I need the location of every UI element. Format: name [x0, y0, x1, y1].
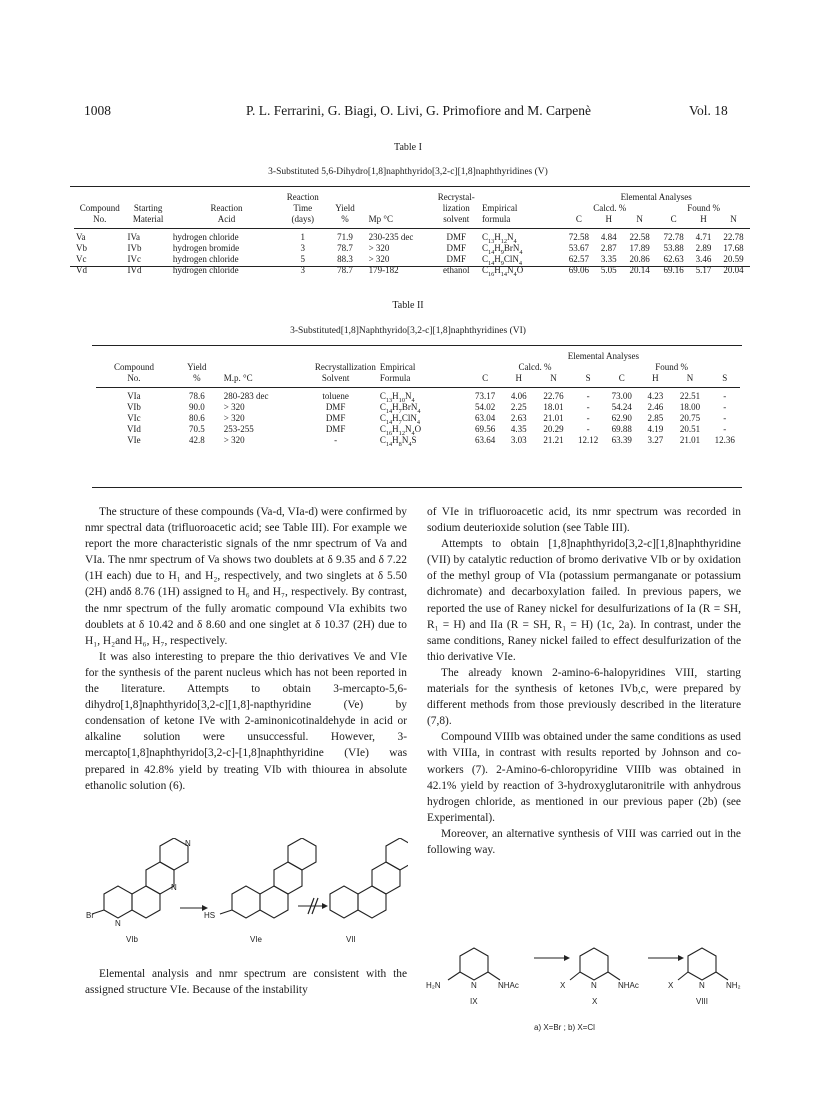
left-column-tail	[85, 966, 407, 998]
table2-caption: 3-Substituted[1,8]Naphthyrido[3,2-c][1,8]naphthyridines (VI)	[290, 326, 526, 336]
naphthyridine-structure-vii	[330, 838, 408, 918]
paragraph: The already known 2-amino-6-halopyridines VIII, starting materials for the synthesis of ketones IVb,c, were prepared by different methods from those previously described in the literature (7,8).	[427, 666, 741, 728]
table2-head-row2	[96, 362, 740, 373]
th-solvent: solvent	[443, 214, 470, 224]
th-c: C	[575, 214, 582, 224]
compound-label-ix: IX	[470, 997, 478, 1006]
br-label: Br	[86, 911, 94, 920]
arrow-head-icon	[322, 903, 328, 909]
th-h: H	[515, 373, 523, 383]
th-calcd: Calcd. %	[593, 203, 627, 213]
paragraph: Attempts to obtain [1,8]naphthyrido[3,2-c][1,8]naphthyridine (VII) by catalytic reduction of bromo derivative VIb or by oxidation of the methyl group of VIa (potassium permanganate or potassium dichromate) and decarboxylation failed. In previous papers, we reported the use of Raney nickel for desulfurizations of Ia (R = SH, R₁ = H) and IIa (R = SH, R₁ = H) (1c, 2a). In contrast, under the same conditions, Raney nickel failed to effect desulfurization of the thio derivative VIe.	[427, 538, 741, 663]
th-elemental: Elemental Analyses	[620, 192, 692, 202]
table2-bottom-rule	[92, 487, 742, 488]
th-compound: Compound	[113, 362, 154, 372]
nh2-label: NH₂	[726, 981, 741, 990]
formula-cell: $C_{13}H_{12}N_4$	[481, 232, 517, 245]
th-mp: M.p. °C	[223, 373, 253, 383]
th-pct: %	[193, 373, 201, 383]
arrow-head-icon	[678, 955, 684, 961]
hs-label: HS	[204, 911, 216, 920]
compound-label-vii: VII	[346, 935, 356, 944]
th-mp: Mp °C	[368, 214, 393, 224]
table-row: VId 70.5 253-255 DMF $C_{16}H_{12}N_4O$ 69.56 4.35 20.29 - 69.88 4.19 20.51 -	[126, 424, 727, 437]
table-row: Va IVa hydrogen chloride 1 71.9 230-235 dec DMF $C_{13}H_{12}N_4$ 72.58 4.84 22.58 72.78 4.71 22.78	[76, 232, 744, 245]
th-n: N	[686, 373, 694, 383]
table2	[96, 351, 740, 446]
th-h: H	[652, 373, 659, 383]
th-s: S	[585, 373, 591, 383]
table1-bottom-rule	[70, 266, 750, 267]
th-starting: Starting	[133, 203, 163, 213]
th-material: Material	[132, 214, 164, 224]
th-found: Found %	[655, 362, 689, 372]
page-number: 1008	[84, 103, 111, 118]
right-column	[427, 504, 741, 858]
table-row: Vb IVb hydrogen bromide 3 78.7 > 320 DMF $C_{14}H_9BrN_4$ 53.67 2.87 17.89 53.88 2.89 17.68	[76, 243, 744, 256]
th-acid: Acid	[217, 214, 236, 224]
th-reaction: Reaction	[286, 192, 319, 202]
formula-cell: $C_{14}H_7BrN_4$	[379, 402, 421, 415]
formula-cell: $C_{14}H_9ClN_4$	[481, 254, 523, 267]
formula-cell: $C_{16}H_{14}N_4O$	[481, 265, 524, 278]
th-n: N	[550, 373, 557, 383]
nhac-label: NHAc	[618, 981, 639, 990]
scheme-left	[86, 838, 408, 948]
th-elemental: Elemental Analyses	[567, 351, 639, 361]
left-column	[85, 504, 407, 794]
th-formula: formula	[481, 214, 511, 224]
th-pct: %	[341, 214, 349, 224]
n-label: N	[115, 919, 121, 928]
pyridine-structure-x	[570, 948, 620, 980]
th-recrystallization: Recrystallization	[314, 362, 376, 372]
table1-top-rule	[70, 186, 750, 187]
formula-cell: $C_{16}H_{12}N_4O$	[379, 424, 422, 437]
table-row: VIa 78.6 280-283 dec toluene $C_{13}H_{10}N_4$ 73.17 4.06 22.76 - 73.00 4.23 22.51 -	[127, 391, 727, 404]
table-row: VIe 42.8 > 320 - $C_{14}H_8N_4S$ 63.64 3.03 21.21 12.12 63.39 3.27 21.01 12.36	[127, 435, 735, 448]
paragraph: Elemental analysis and nmr spectrum are consistent with the assigned structure VIe. Because of the instability	[85, 968, 407, 997]
table-row: Vc IVc hydrogen chloride 5 88.3 > 320 DMF $C_{14}H_9ClN_4$ 62.57 3.35 20.86 62.63 3.46 20.59	[76, 254, 744, 267]
paragraph: of VIe in trifluoroacetic acid, its nmr spectrum was recorded in sodium deuterioxide solution (see Table III).	[427, 506, 741, 535]
th-time: Time	[293, 203, 313, 213]
table-row: Vd IVd hydrogen chloride 3 78.7 179-182 ethanol $C_{16}H_{14}N_4O$ 69.06 5.05 20.14 69.16 5.17 20.04	[76, 265, 744, 278]
th-s: S	[722, 373, 728, 383]
paragraph: Moreover, an alternative synthesis of VIII was carried out in the following way.	[427, 827, 741, 856]
n-label: N	[171, 883, 177, 892]
th-n: N	[730, 214, 737, 224]
th-c: C	[482, 373, 489, 383]
naphthyridine-structure-vib	[92, 838, 188, 918]
th-empirical: Empirical	[481, 203, 518, 213]
table-row: VIb 90.0 > 320 DMF $C_{14}H_7BrN_4$ 54.02 2.25 18.01 - 54.24 2.46 18.00 -	[126, 402, 727, 415]
th-days: (days)	[291, 214, 314, 224]
table-row: VIc 80.6 > 320 DMF $C_{14}H_7ClN_4$ 63.04 2.63 21.01 - 62.90 2.85 20.75 -	[127, 413, 727, 426]
formula-cell: $C_{14}H_9BrN_4$	[481, 243, 523, 256]
x-label: X	[668, 981, 674, 990]
running-authors: P. L. Ferrarini, G. Biagi, O. Livi, G. Primofiore and M. Carpenè	[246, 103, 591, 118]
th-yield: Yield	[187, 362, 207, 372]
table1-head-row1	[74, 192, 750, 203]
table1-head-row3	[74, 214, 750, 225]
h2n-label: H₂N	[426, 981, 441, 990]
table2-label: Table II	[392, 300, 424, 311]
pyridine-structure-ix	[448, 948, 500, 980]
th-yield: Yield	[335, 203, 355, 213]
th-no: No.	[93, 214, 107, 224]
paragraph: The structure of these compounds (Va-d, VIa-d) were confirmed by nmr spectral data (trifluoroacetic acid; see Table III). For example we report the more characteristic signals of the nmr spectrum of Va and VIa. The nmr spectrum of Va shows two doublets at δ 9.35 and δ 7.22 (1H each) due to H₁ and H₂, respectively, and two singlets at δ 5.50 (2H) andδ 8.76 (1H) assigned to H₆ and H₇, respectively. By contrast, the nmr spectrum of the fully aromatic compound VIa exhibits two doublets at δ 10.42 and δ 8.60 and one singlet at δ 10.37 (2H) due to H₁, H₂and H₆, H₇, respectively.	[85, 506, 407, 647]
th-h: H	[605, 214, 612, 224]
scheme-right	[426, 938, 746, 1048]
th-solvent: Solvent	[321, 373, 350, 383]
n-label: N	[699, 981, 705, 990]
pyridine-structure-viii	[678, 948, 728, 980]
table1-label: Table I	[394, 142, 422, 153]
formula-cell: $C_{14}H_7ClN_4$	[379, 413, 420, 426]
table2-head-row1	[96, 351, 740, 362]
th-empirical: Empirical	[379, 362, 416, 372]
compound-label-viii: VIII	[696, 997, 709, 1006]
table1-head-row2	[74, 203, 750, 214]
th-calcd: Calcd. %	[518, 362, 552, 372]
volume-label: Vol. 18	[689, 103, 728, 118]
th-c: C	[670, 214, 677, 224]
table2-top-rule	[92, 345, 742, 346]
th-reaction: Reaction	[210, 203, 243, 213]
th-compound: Compound	[79, 203, 120, 213]
table2-head-row3	[96, 373, 740, 384]
nhac-label: NHAc	[498, 981, 519, 990]
formula-cell: $C_{13}H_{10}N_4$	[379, 391, 415, 404]
th-h: H	[700, 214, 707, 224]
compound-label-vib: VIb	[126, 935, 139, 944]
n-label: N	[471, 981, 477, 990]
paragraph: It was also interesting to prepare the thio derivatives Ve and VIe for the synthesis of the parent nucleus which has not been reported in the literature. Attempts to obtain 3-mercapto-5,6-dihydro[1,8]naphthyrido[3,2-c][1,8]-napthyridine (Ve) by condensation of ketone IVe with 2-aminonicotinaldehyde in acid or alkaline solution were unsuccessful. However, 3-mercapto[1,8]naphthyrido[3,2-c]-[1,8]naphthyridine (VIe) was prepared in 42.8% yield by treating VIb with thiourea in absolute ethanolic solution (6).	[85, 650, 407, 792]
th-c: C	[618, 373, 625, 383]
arrow-head-icon	[564, 955, 570, 961]
th-lization: lization	[442, 203, 470, 213]
th-found: Found %	[687, 203, 720, 213]
compound-label-x: X	[592, 997, 598, 1006]
th-no: No.	[127, 373, 141, 383]
th-n: N	[636, 214, 643, 224]
formula-cell: $C_{14}H_8N_4S$	[379, 435, 417, 448]
n-label: N	[591, 981, 597, 990]
n-label: N	[185, 839, 191, 848]
table1-caption: 3-Substituted 5,6-Dihydro[1,8]naphthyrido[3,2-c][1,8]naphthyridines (V)	[268, 167, 548, 177]
paragraph: Compound VIIIb was obtained under the same conditions as used with VIIIa, in contrast with results reported by Johnson and co-workers (7). 2-Amino-6-chloropyridine VIIIb was obtained in 42.1% yield by reaction of 3-hydroxyglutaronitrile with anhydrous hydrogen chloride, as mentioned in our previous paper (2b) (see Experimental).	[427, 731, 741, 824]
th-recrystal: Recrystal-	[437, 192, 475, 202]
scheme-footnote: a) X=Br ; b) X=Cl	[534, 1023, 595, 1032]
compound-label-vie: VIe	[250, 935, 263, 944]
x-label: X	[560, 981, 566, 990]
table1	[74, 192, 750, 276]
th-formula: Formula	[379, 373, 411, 383]
